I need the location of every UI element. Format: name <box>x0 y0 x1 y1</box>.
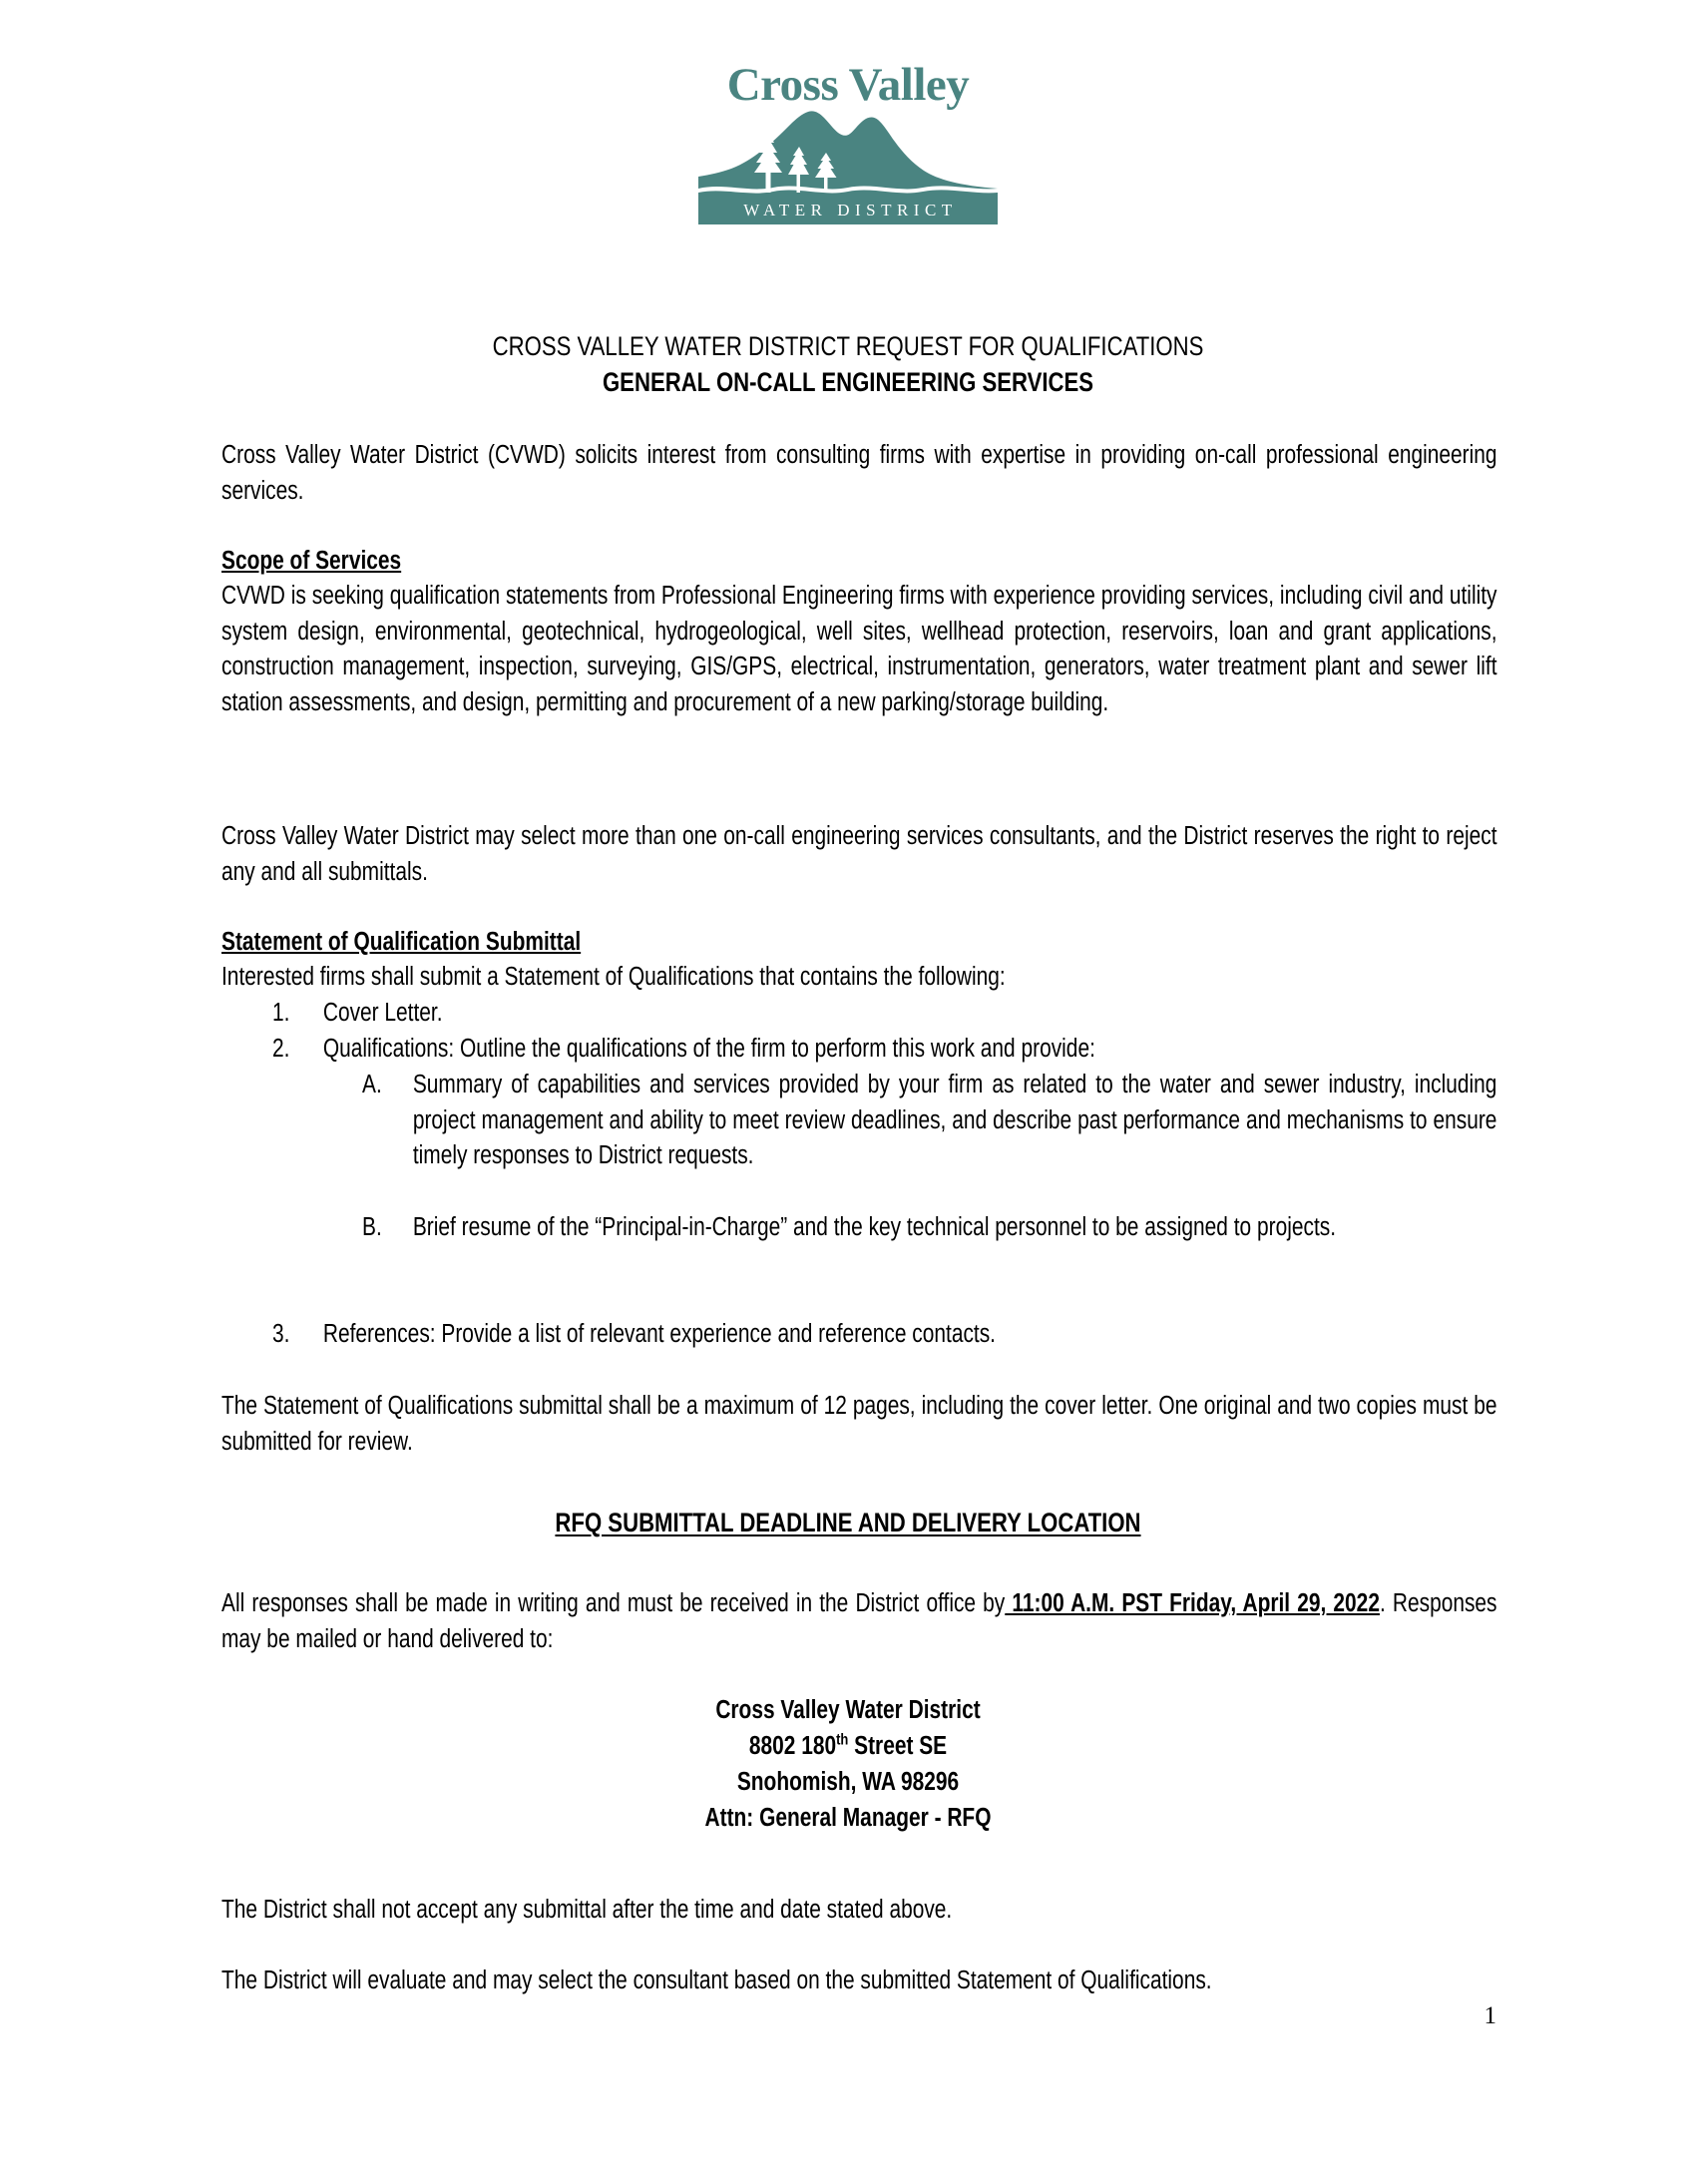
logo-wordmark: Cross Valley <box>726 59 970 111</box>
submittal-lead-in: Interested firms shall submit a Statement of Qualifications that contains the following: <box>221 963 1006 991</box>
list-item-2a <box>362 1068 1496 1174</box>
list-item-3 <box>272 1317 1496 1353</box>
address-line-2 <box>0 1729 1696 1765</box>
address-line-1: Cross Valley Water District <box>715 1696 981 1724</box>
deadline-sentence <box>221 1586 1496 1657</box>
list-item-1 <box>272 996 1496 1032</box>
list-marker-2: 2. <box>272 1035 290 1063</box>
address-ordinal-suffix: th <box>836 1731 849 1749</box>
logo-header <box>0 59 1696 224</box>
deadline-sentence-prefix: All responses shall be made in writing and must be received in the District office by <box>221 1589 1006 1617</box>
page-number: 1 <box>1484 2002 1496 2029</box>
document-title-line-2: GENERAL ON-CALL ENGINEERING SERVICES <box>602 367 1094 397</box>
list-marker-1: 1. <box>272 999 290 1027</box>
address-street-number: 8802 180 <box>748 1732 837 1760</box>
scope-of-services-body: CVWD is seeking qualification statements from Professional Engineering firms with experience providing services, including civil and utility system design, environmental, geotechnical, hydrogeological, well sites, wellhead protection, reservoirs, loan and grant applications, construction management, inspection, surveying, GIS/GPS, electrical, instrumentation, generators, water treatment plant and sewer lift station assessments, and design, permitting and procurement of a new parking/storage building. <box>221 582 1497 716</box>
cross-valley-water-district-logo <box>698 59 998 224</box>
list-marker-2b: B. <box>362 1213 382 1241</box>
submittal-heading: Statement of Qualification Submittal <box>221 928 582 956</box>
list-text-2b: Brief resume of the “Principal-in-Charge” and the key technical personnel to be assigned to projects. <box>412 1213 1337 1241</box>
document-title-line-1: CROSS VALLEY WATER DISTRICT REQUEST FOR QUALIFICATIONS <box>492 331 1204 361</box>
list-text-3: References: Provide a list of relevant experience and reference contacts. <box>322 1320 996 1348</box>
address-street-name: Street SE <box>848 1732 948 1760</box>
selection-note-paragraph: Cross Valley Water District may select more than one on-call engineering services consultants, and the District reserves the right to reject any and all submittals. <box>221 822 1497 886</box>
page-limit-note: The Statement of Qualifications submittal shall be a maximum of 12 pages, including the cover letter. One original and two copies must be submitted for review. <box>221 1392 1497 1456</box>
list-text-2: Qualifications: Outline the qualifications of the firm to perform this work and provide: <box>322 1035 1095 1063</box>
closing-line-2: The District will evaluate and may select the consultant based on the submitted Statement of Qualifications. <box>221 1966 1212 1994</box>
list-item-2 <box>272 1032 1496 1068</box>
list-marker-3: 3. <box>272 1320 290 1348</box>
list-text-1: Cover Letter. <box>322 999 443 1027</box>
mountain-trees-water-icon <box>698 105 998 197</box>
list-item-2b <box>362 1210 1496 1246</box>
scope-of-services-heading: Scope of Services <box>221 547 402 575</box>
logo-banner-text: WATER DISTRICT <box>743 201 958 219</box>
address-line-4: Attn: General Manager - RFQ <box>704 1804 992 1832</box>
rfq-deadline-heading: RFQ SUBMITTAL DEADLINE AND DELIVERY LOCATION <box>555 1508 1141 1537</box>
closing-line-1: The District shall not accept any submittal after the time and date stated above. <box>221 1896 953 1924</box>
logo-banner <box>698 197 998 224</box>
deadline-emphasis: 11:00 A.M. PST Friday, April 29, 2022 <box>1005 1589 1380 1617</box>
list-text-2a: Summary of capabilities and services provided by your firm as related to the water and sewer industry, including project management and ability to meet review deadlines, and describe past performance and mechanisms to ensure timely responses to District requests. <box>412 1071 1497 1169</box>
list-marker-2a: A. <box>362 1071 382 1098</box>
intro-paragraph: Cross Valley Water District (CVWD) solicits interest from consulting firms with expertise in providing on-call professional engineering services. <box>221 441 1497 505</box>
address-line-3: Snohomish, WA 98296 <box>736 1768 960 1796</box>
deadline-sentence-suffix: . Responses may be mailed or hand delivered to: <box>221 1589 1497 1653</box>
